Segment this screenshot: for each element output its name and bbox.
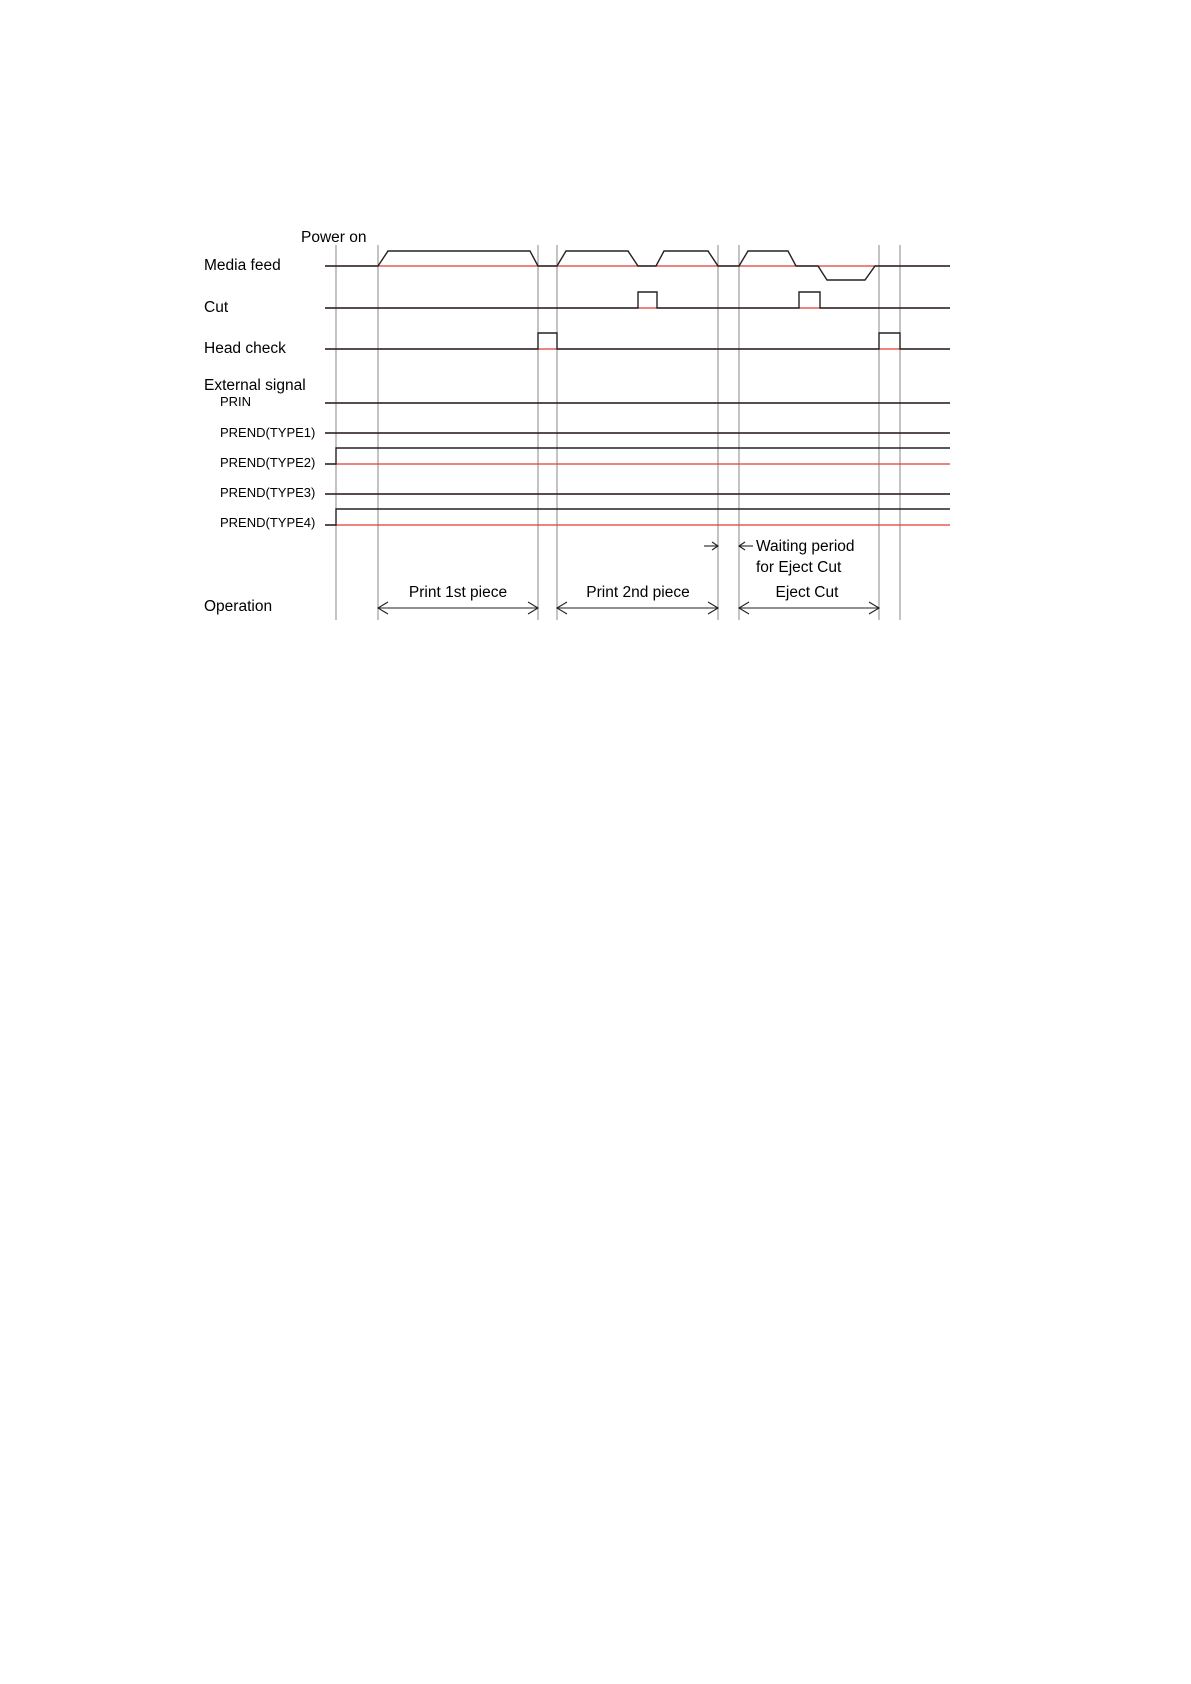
media-feed-waveform — [325, 251, 950, 280]
prend-type3-label: PREND(TYPE3) — [220, 485, 316, 500]
prin-label: PRIN — [220, 394, 252, 409]
prend-type2-waveform — [325, 448, 950, 464]
cut-waveform — [325, 292, 950, 308]
prend-type4-label: PREND(TYPE4) — [220, 515, 316, 530]
prend-type2-label: PREND(TYPE2) — [220, 455, 316, 470]
power-on-label: Power on — [301, 229, 367, 246]
head-check-waveform — [325, 333, 950, 349]
phase-eject-cut — [739, 584, 879, 614]
head-check-label: Head check — [204, 340, 286, 357]
operation-label: Operation — [204, 598, 273, 615]
cut-label: Cut — [204, 299, 229, 316]
waiting-period-line2: for Eject Cut — [756, 559, 842, 576]
prend-type1-label: PREND(TYPE1) — [220, 425, 316, 440]
phase-print-2nd-label: Print 2nd piece — [586, 584, 690, 601]
phase-print-1st-label: Print 1st piece — [408, 584, 508, 601]
prend-type4-waveform — [325, 509, 950, 525]
phase-print-2nd — [557, 584, 718, 614]
media-feed-label: Media feed — [204, 257, 281, 274]
waiting-period-annotation — [704, 538, 855, 576]
phase-eject-cut-label: Eject Cut — [775, 584, 839, 601]
external-signal-label: External signal — [204, 377, 306, 394]
waiting-period-line1: Waiting period — [756, 538, 855, 555]
phase-print-1st — [378, 584, 538, 614]
